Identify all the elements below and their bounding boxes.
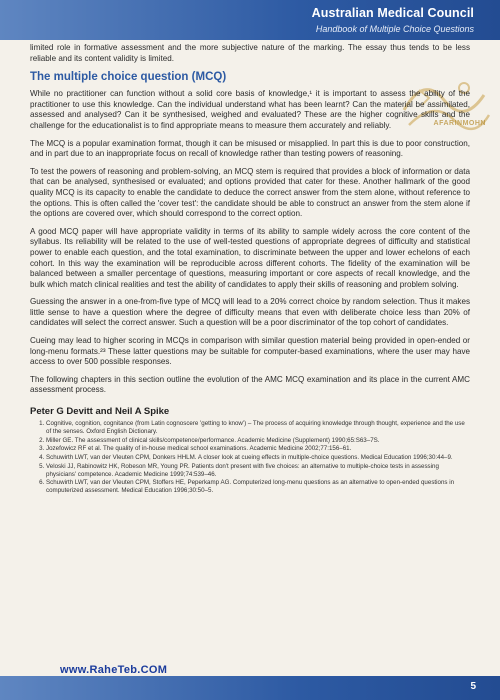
intro-paragraph: limited role in formative assessment and the more subjective nature of the marking. The essay thus tends to be less reliable and its content validity is limited. — [30, 43, 470, 63]
handbook-subtitle: Handbook of Multiple Choice Questions — [315, 24, 474, 34]
footer-bar — [0, 676, 500, 700]
authors-line: Peter G Devitt and Neil A Spike — [30, 406, 170, 418]
page-body — [30, 43, 470, 496]
body-paragraph: Guessing the answer in a one-from-five type of MCQ will lead to a 20% correct choice by random selection. Thus it makes little sense to have a question where the degree of difficulty means that even with deliberate choice less than 20% of candidates will select the correct answer. Such a question will be a poor discriminator of the top cohort of candidates. — [30, 297, 470, 328]
watermark-text: AFARINMOHN — [433, 120, 486, 127]
reference-list — [30, 420, 470, 495]
organization-name: Australian Medical Council — [311, 6, 474, 20]
body-paragraph: The MCQ is a popular examination format, though it can be misused or misapplied. In part this is due to poor construction, and in part due to an inappropriate focus on recall of knowledge rather than testing powers of reasoning. — [30, 138, 470, 159]
reference-item: 6. Schuwirth LWT, van der Vleuten CPM, Stoffers HE, Peperkamp AG. Computerized long-menu questions as an alternative to open-ended questions in computerized assessment. Medical Education 1996;30:50–5. — [46, 479, 470, 495]
reference-item: 5. Veloski JJ, Rabinowitz HK, Robeson MR, Young PR. Patients don't present with five choices: an alternative to multiple-choice tests in assessing physicians' competence. Academic Medicine 1999;74:539–46. — [46, 463, 470, 479]
reference-item: 2. Miller GE. The assessment of clinical skills/competence/performance. Academic Medicine (Supplement) 1990;65:S63–7S. — [46, 437, 470, 445]
section-heading: The multiple choice question (MCQ) — [30, 71, 227, 84]
body-paragraph: Cueing may lead to higher scoring in MCQs in comparison with similar question material being provided in open-ended or long-menu formats.²³ These latter questions may be suitable for computer-based examinations, where the user may have access to over 500 possible responses. — [30, 336, 470, 367]
reference-item: 1. Cognitive, cognition, cognitance (from Latin cognoscere 'getting to know') – The process of acquiring knowledge through thought, experience and the use of the senses. Oxford English Dictionary. — [46, 420, 470, 436]
header-bar — [0, 0, 500, 40]
body-paragraph: A good MCQ paper will have appropriate validity in terms of its ability to sample widely across the core content of the syllabus. Its reliability will be related to the use of well-tested questions of appropriate degrees of difficulty and statistical power to enable each question, and the total examination, to discriminate between the upper and lower echelons of each cohort. In this way the examination will be reproducible across different cohorts. The fidelity of the examination will be balanced between a smaller percentage of questions, measuring important or core aspects of recall knowledge, and the bulk which match clinical realities and test the ability of candidates to apply their skills of reasoning and problem solving. — [30, 226, 470, 289]
body-paragraph: The following chapters in this section outline the evolution of the AMC MCQ examination and its place in the current AMC assessment process. — [30, 374, 470, 395]
page-number: 5 — [470, 681, 476, 692]
body-paragraph: While no practitioner can function without a solid core basis of knowledge,¹ it is important to assess the ability of the practitioner to use this knowledge. Can the individual understand what has been learnt? Can the material be assimilated, assessed and analysed? Can it be synthesised, weighed and evaluated? These are the higher cognitive skills and the challenge for the educationalist is to find appropriate means to measure them accurately and reliably. — [30, 89, 470, 130]
website-url[interactable]: www.RaheTeb.COM — [60, 664, 168, 676]
reference-item: 4. Schuwirth LWT, van der Vleuten CPM, Donkers HHLM. A closer look at cueing effects in multiple-choice questions. Medical Education 1996;30:44–9. — [46, 454, 470, 462]
reference-item: 3. Jozefowicz RF et al. The quality of in-house medical school examinations. Academic Medicine 2002;77:156–61. — [46, 445, 470, 453]
body-paragraph: To test the powers of reasoning and problem-solving, an MCQ stem is required that provides a block of information or data that can be analysed, synthesised or evaluated; and options provided that cater for these. Another hallmark of the good quality MCQ is its capacity to enable the candidate to deduce the correct answer from the stem alone, without reference to the options. This is often called the 'cover test': the candidate should be able to construct an answer from the stem alone if the options are covered over, which should correspond to the correct option. — [30, 166, 470, 219]
